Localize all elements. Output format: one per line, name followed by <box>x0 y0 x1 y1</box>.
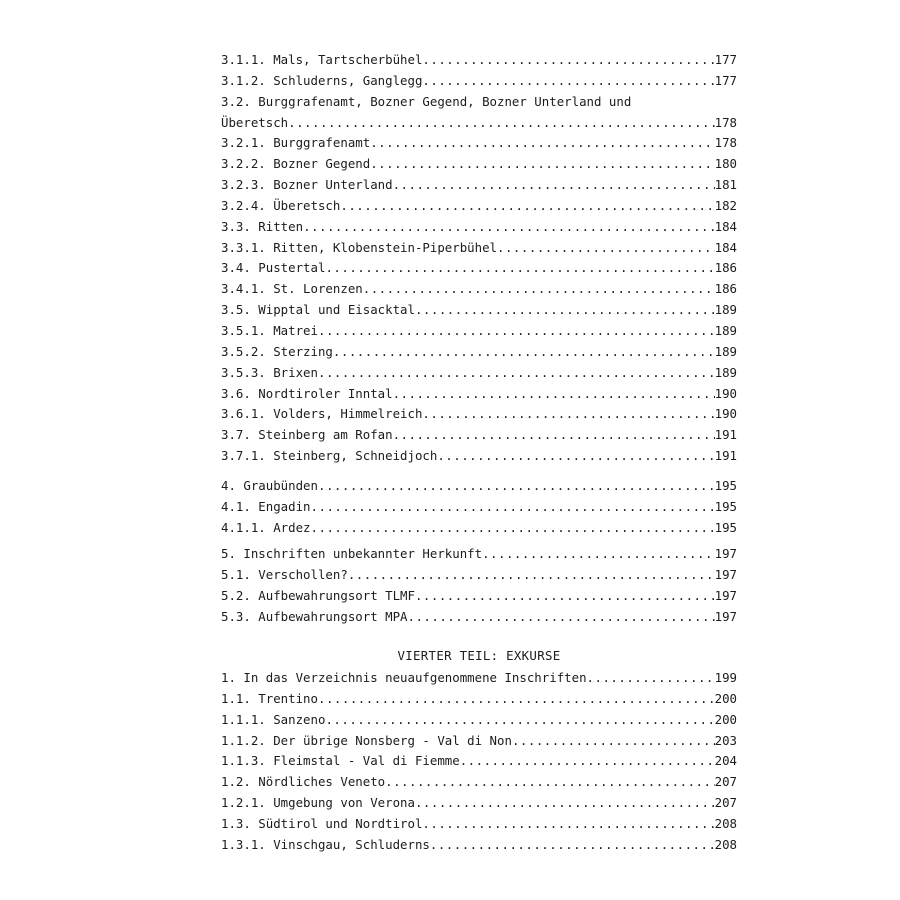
toc-entry-label: 3.1.1. Mals, Tartscherbühel <box>221 52 423 67</box>
toc-entry <box>221 565 737 586</box>
toc-entry-label: 3.5.1. Matrei <box>221 322 318 338</box>
toc-entry <box>221 544 737 565</box>
toc-entry-label: 1.1. Trentino <box>221 690 318 706</box>
toc-entry-page: 195 <box>714 498 737 514</box>
toc-entry-page: 186 <box>714 281 737 297</box>
leader-dots <box>333 342 715 363</box>
toc-entry-page: 195 <box>714 519 737 535</box>
toc-entry-page: 180 <box>714 156 737 172</box>
toc-entry <box>221 133 737 154</box>
toc-entry-label: 5. Inschriften unbekannter Herkunft <box>221 546 483 561</box>
toc-entry-page: 177 <box>714 72 737 88</box>
toc-entry <box>221 835 737 856</box>
toc-entry-page: 208 <box>714 815 737 831</box>
toc-entry <box>221 50 737 71</box>
toc-entry-label: 3.4.1. St. Lorenzen <box>221 281 363 297</box>
toc-entry <box>221 258 737 279</box>
leader-dots <box>422 404 714 425</box>
toc-entry-label: 3.3. Ritten <box>221 218 304 234</box>
toc-entry-page: 197 <box>714 608 737 624</box>
toc-entry <box>221 113 737 134</box>
leader-dots <box>460 751 715 772</box>
toc-entry-label: 1.2.1. Umgebung von Verona <box>221 795 415 811</box>
toc-entry-label: 4.1. Engadin <box>221 498 311 514</box>
toc-entry-label: 3.5. Wipptal und Eisacktal <box>221 302 415 318</box>
toc-entry-label: 1.1.3. Fleimstal - Val di Fiemme <box>221 753 460 769</box>
leader-dots <box>393 384 715 405</box>
toc-entry-page: 195 <box>714 478 737 493</box>
toc-block-section5 <box>221 544 737 627</box>
toc-entry <box>221 751 737 772</box>
toc-entry <box>221 175 737 196</box>
toc-entry <box>221 425 737 446</box>
leader-dots <box>415 793 715 814</box>
toc-entry <box>221 238 737 259</box>
leader-dots <box>422 814 714 835</box>
toc-entry-label: 3.5.2. Sterzing <box>221 343 333 359</box>
leader-dots <box>385 772 714 793</box>
toc-entry-label: 3.3.1. Ritten, Klobenstein-Piperbühel <box>221 239 498 255</box>
toc-entry <box>221 586 737 607</box>
leader-dots <box>415 586 715 607</box>
toc-entry-page: 191 <box>714 427 737 443</box>
toc-entry <box>221 710 737 731</box>
leader-dots <box>437 446 714 467</box>
toc-entry-page: 197 <box>714 587 737 603</box>
toc-entry-page: 184 <box>714 218 737 234</box>
toc-entry-page: 208 <box>714 836 737 852</box>
toc-entry-label: 3.2.2. Bozner Gegend <box>221 156 371 172</box>
toc-entry <box>221 772 737 793</box>
toc-entry <box>221 607 737 628</box>
leader-dots <box>587 668 715 689</box>
toc-entry-label: 4. Graubünden <box>221 478 318 493</box>
toc-entry-page: 200 <box>714 690 737 706</box>
toc-entry-page: 197 <box>714 546 737 561</box>
leader-dots <box>318 363 715 384</box>
toc-entry-page: 197 <box>714 566 737 582</box>
toc-entry <box>221 668 737 689</box>
toc-entry-page: 200 <box>714 711 737 727</box>
toc-entry-label: Überetsch <box>221 114 289 130</box>
toc-entry <box>221 196 737 217</box>
toc-entry <box>221 71 737 92</box>
leader-dots <box>311 497 715 518</box>
toc-entry <box>221 446 737 467</box>
toc-entry <box>221 476 737 497</box>
leader-dots <box>348 565 715 586</box>
toc-entry-page: 190 <box>714 385 737 401</box>
leader-dots <box>415 300 715 321</box>
toc-entry-page: 184 <box>714 239 737 255</box>
toc-block-section4 <box>221 476 737 539</box>
toc-entry <box>221 217 737 238</box>
toc-entry-page: 191 <box>714 448 737 464</box>
toc-entry-label: 3.1.2. Schluderns, Ganglegg <box>221 72 423 88</box>
leader-dots <box>340 196 714 217</box>
leader-dots <box>422 71 714 92</box>
leader-dots <box>497 238 715 259</box>
toc-entry-page: 182 <box>714 197 737 213</box>
toc-entry <box>221 689 737 710</box>
leader-dots <box>422 50 714 71</box>
toc-entry-label: 3.4. Pustertal <box>221 260 326 276</box>
toc-entry-label: 5.3. Aufbewahrungsort MPA <box>221 608 408 624</box>
leader-dots <box>482 544 715 565</box>
toc-entry <box>221 279 737 300</box>
toc-entry-label: 3.7.1. Steinberg, Schneidjoch <box>221 448 438 464</box>
toc-entry-label: 3.2.3. Bozner Unterland <box>221 177 393 193</box>
toc-entry <box>221 154 737 175</box>
toc-entry <box>221 518 737 539</box>
toc-entry-label: 3.6. Nordtiroler Inntal <box>221 385 393 401</box>
leader-dots <box>288 113 714 134</box>
toc-entry-page: 189 <box>714 322 737 338</box>
toc-entry-page: 204 <box>714 753 737 769</box>
toc-entry-page: 178 <box>714 114 737 130</box>
part-heading: VIERTER TEIL: EXKURSE <box>397 648 561 663</box>
leader-dots <box>393 425 715 446</box>
toc-entry-label: 3.7. Steinberg am Rofan <box>221 427 393 443</box>
toc-entry-label: 4.1.1. Ardez <box>221 519 311 535</box>
toc-block-part4 <box>221 668 737 856</box>
toc-entry-label: 1.3. Südtirol und Nordtirol <box>221 815 423 831</box>
leader-dots <box>311 518 715 539</box>
toc-entry-label: 5.1. Verschollen? <box>221 566 348 582</box>
toc-entry-page: 203 <box>714 732 737 748</box>
leader-dots <box>370 154 714 175</box>
toc-entry <box>221 404 737 425</box>
leader-dots <box>325 258 714 279</box>
toc-entry <box>221 814 737 835</box>
toc-entry <box>221 384 737 405</box>
toc-entry-page: 199 <box>714 670 737 685</box>
toc-entry-label: 1.1.2. Der übrige Nonsberg - Val di Non <box>221 732 512 748</box>
toc-entry <box>221 321 737 342</box>
toc-block-part3-start <box>221 50 737 467</box>
toc-entry <box>221 497 737 518</box>
toc-entry-label: 1.3.1. Vinschgau, Schluderns <box>221 836 430 852</box>
toc-entry-page: 189 <box>714 343 737 359</box>
toc-entry-label: 5.2. Aufbewahrungsort TLMF <box>221 587 415 603</box>
toc-entry-first-line: 3.2. Burggrafenamt, Bozner Gegend, Bozner Unterland und <box>221 93 632 109</box>
toc-entry-label: 3.2.1. Burggrafenamt <box>221 135 371 151</box>
toc-entry <box>221 363 737 384</box>
leader-dots <box>363 279 715 300</box>
leader-dots <box>512 731 715 752</box>
leader-dots <box>430 835 715 856</box>
toc-entry-page: 178 <box>714 135 737 151</box>
leader-dots <box>325 710 714 731</box>
toc-entry-page: 207 <box>714 774 737 790</box>
toc-entry <box>221 731 737 752</box>
leader-dots <box>408 607 715 628</box>
toc-entry-page: 189 <box>714 364 737 380</box>
leader-dots <box>318 689 715 710</box>
toc-entry-label: 3.5.3. Brixen <box>221 364 318 380</box>
toc-entry-label: 1. In das Verzeichnis neuaufgenommene Inschriften <box>221 670 587 685</box>
toc-entry <box>221 300 737 321</box>
leader-dots <box>318 321 715 342</box>
toc-entry <box>221 342 737 363</box>
leader-dots <box>370 133 714 154</box>
toc-entry-label: 3.2.4. Überetsch <box>221 197 341 213</box>
toc-entry-page: 186 <box>714 260 737 276</box>
leader-dots <box>393 175 715 196</box>
leader-dots <box>318 476 715 497</box>
toc-entry-label: 3.6.1. Volders, Himmelreich <box>221 406 423 422</box>
toc-entry-page: 177 <box>714 52 737 67</box>
toc-entry-label: 1.2. Nördliches Veneto <box>221 774 386 790</box>
toc-entry-label: 1.1.1. Sanzeno <box>221 711 326 727</box>
toc-entry-page: 207 <box>714 795 737 811</box>
toc-entry-page: 181 <box>714 177 737 193</box>
toc-entry-page: 190 <box>714 406 737 422</box>
toc-entry <box>221 793 737 814</box>
leader-dots <box>303 217 715 238</box>
toc-entry-page: 189 <box>714 302 737 318</box>
